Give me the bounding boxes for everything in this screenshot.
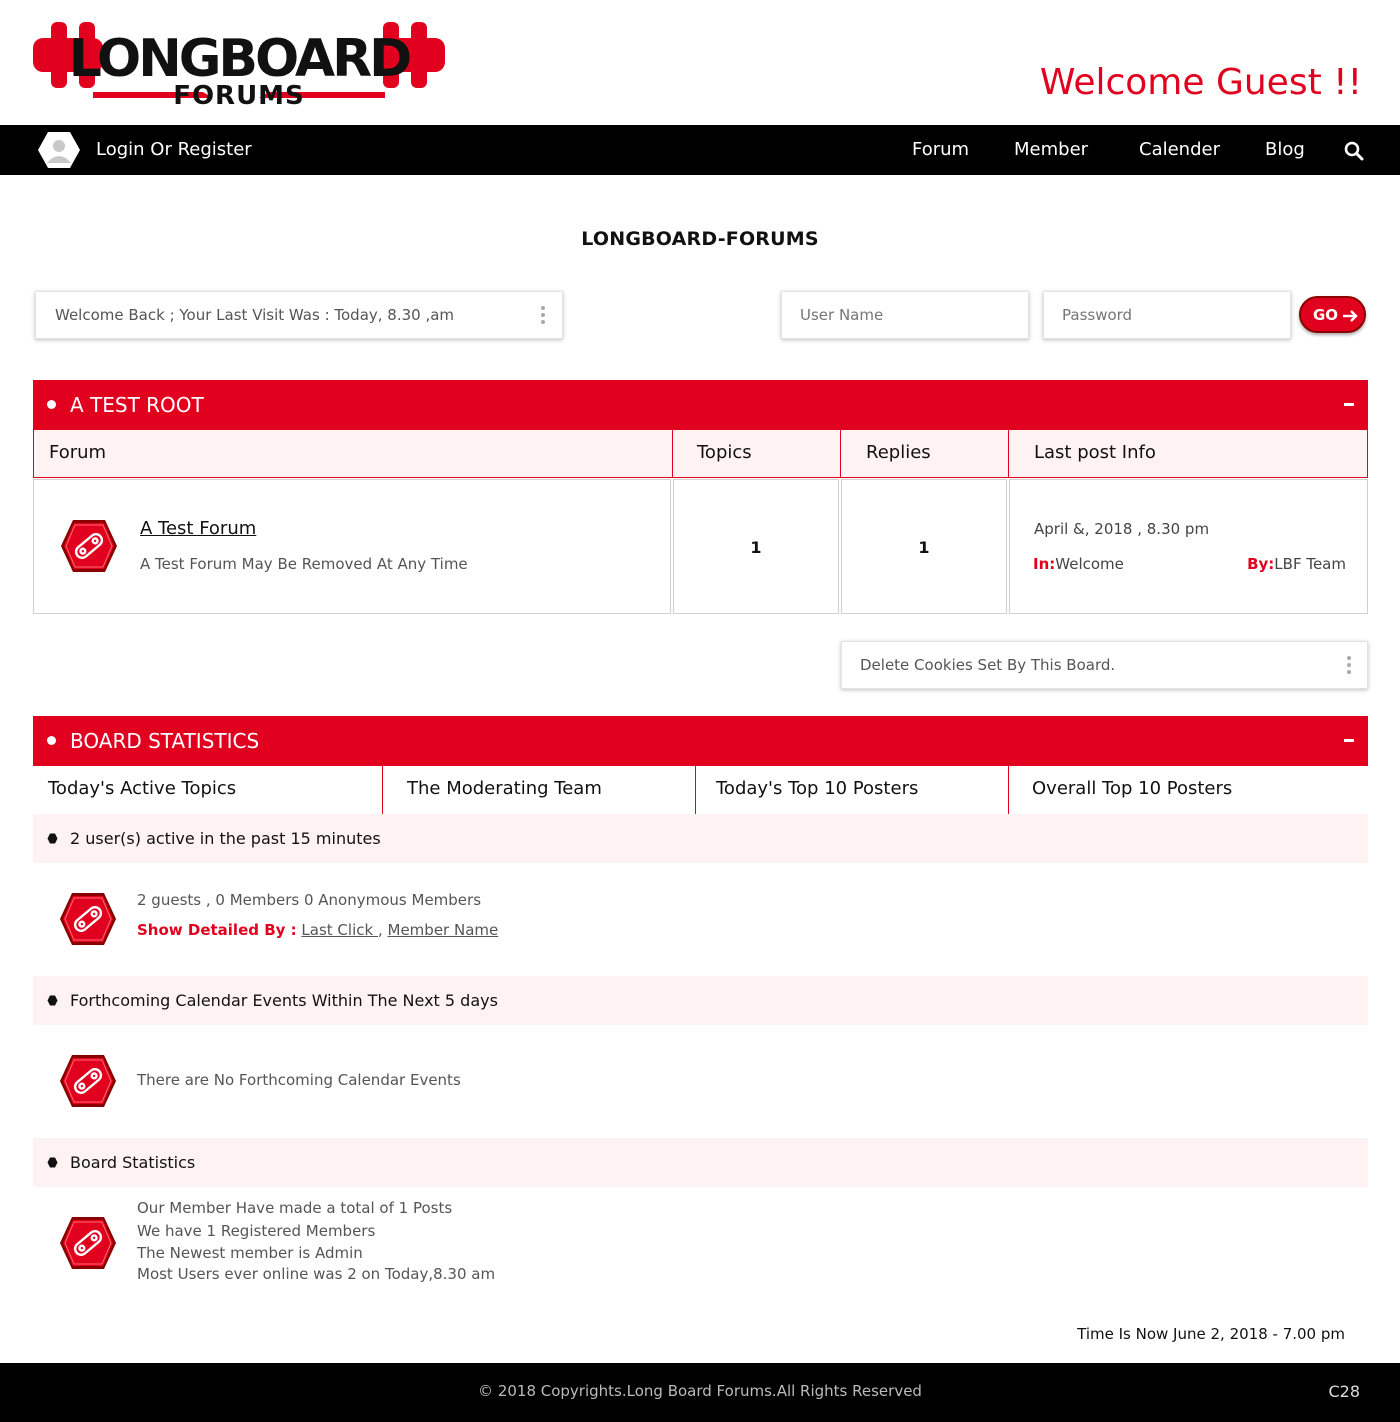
hexagon-bullet-icon [47,833,58,844]
collapse-icon[interactable] [1344,739,1354,742]
board-stat-line: Most Users ever online was 2 on Today,8.30 am [137,1265,496,1283]
hexagon-bullet-icon [47,1157,58,1168]
last-post-cell [1009,479,1368,614]
show-detailed-label: Show Detailed By : [137,921,297,939]
board-stat-line: Our Member Have made a total of 1 Posts [137,1199,453,1217]
last-post-date: April &, 2018 , 8.30 pm [1034,520,1210,538]
forum-cell [33,479,671,614]
top-nav [0,125,1400,175]
site-footer [0,1363,1400,1422]
nav-calender[interactable]: Calender [1139,139,1220,160]
nav-member[interactable]: Member [1014,139,1089,160]
replies-count: 1 [918,538,930,557]
arrow-right-icon [1342,310,1358,322]
skateboard-icon [58,1215,118,1271]
last-post-in [1033,555,1124,573]
in-value[interactable]: Welcome [1055,555,1124,573]
svg-text:LONGBOARD: LONGBOARD [68,29,410,89]
calendar-label: Forthcoming Calendar Events Within The Next 5 days [70,991,498,1010]
calendar-heading [33,976,1368,1025]
col-topics: Topics [672,430,840,477]
section-title: BOARD STATISTICS [70,729,260,753]
test-root-header [33,380,1368,430]
user-avatar-icon[interactable] [38,131,80,169]
link-separator: , [377,921,383,939]
copyright: © 2018 Copyrights.Long Board Forums.All Rights Reserved [478,1382,922,1400]
last-post-by [1247,555,1346,573]
site-header [0,0,1400,125]
tab-active-topics[interactable]: Today's Active Topics [48,778,237,799]
current-time: Time Is Now June 2, 2018 - 7.00 pm [1077,1325,1345,1343]
active-users-heading [33,814,1368,863]
board-stats-label: Board Statistics [70,1153,196,1172]
welcome-back-box [35,291,563,339]
username-input[interactable] [781,291,1029,339]
search-icon[interactable] [1344,141,1364,161]
tab-today-top-posters[interactable]: Today's Top 10 Posters [695,766,1008,814]
section-title: A TEST ROOT [70,393,204,417]
in-label: In: [1033,555,1056,573]
board-stat-line: We have 1 Registered Members [137,1222,376,1240]
footer-code: C28 [1328,1382,1360,1401]
topics-cell [673,479,839,614]
by-label: By: [1247,555,1275,573]
statistics-tabs [33,766,1368,814]
board-statistics-header [33,716,1368,766]
last-click-link[interactable]: Last Click [301,921,378,939]
login-register-link[interactable]: Login Or Register [96,139,252,160]
longboard-forums-logo[interactable] [33,18,445,110]
more-menu-icon[interactable] [541,306,545,326]
col-forum: Forum [49,442,107,463]
active-users-label: 2 user(s) active in the past 15 minutes [70,829,381,848]
topics-count: 1 [750,538,762,557]
skateboard-icon [59,518,119,574]
go-button[interactable] [1299,296,1366,333]
forum-table-header [33,430,1368,478]
more-menu-icon[interactable] [1347,656,1351,676]
bullet-icon [47,400,56,409]
forum-description: A Test Forum May Be Removed At Any Time [140,555,468,573]
hexagon-bullet-icon [47,995,58,1006]
tab-overall-top-posters[interactable]: Overall Top 10 Posters [1008,766,1368,814]
board-stat-line: The Newest member is Admin [137,1244,363,1262]
bullet-icon [47,736,56,745]
nav-blog[interactable]: Blog [1265,139,1305,160]
col-last-post: Last post Info [1008,430,1368,477]
go-label: GO [1313,306,1339,324]
nav-forum[interactable]: Forum [912,139,970,160]
collapse-icon[interactable] [1344,403,1354,406]
delete-cookies-link[interactable]: Delete Cookies Set By This Board. [860,656,1116,674]
forum-link[interactable]: A Test Forum [140,518,257,539]
skateboard-icon [58,1053,118,1109]
page-title: LONGBOARD-FORUMS [581,228,819,250]
tab-moderating-team[interactable]: The Moderating Team [382,766,695,814]
show-detailed [137,921,498,939]
welcome-guest: Welcome Guest !! [1039,62,1362,103]
active-summary: 2 guests , 0 Members 0 Anonymous Members [137,891,482,909]
by-value[interactable]: LBF Team [1274,555,1346,573]
password-input[interactable] [1043,291,1291,339]
skateboard-icon [58,891,118,947]
col-replies: Replies [840,430,1008,477]
calendar-text: There are No Forthcoming Calendar Events [137,1071,461,1089]
board-stats-heading [33,1138,1368,1187]
svg-text:FORUMS: FORUMS [173,81,305,110]
table-row [33,479,1368,614]
member-name-link[interactable]: Member Name [387,921,499,939]
delete-cookies-box[interactable] [841,641,1368,689]
replies-cell [841,479,1007,614]
last-visit-text: Welcome Back ; Your Last Visit Was : Today, 8.30 ,am [55,306,455,324]
